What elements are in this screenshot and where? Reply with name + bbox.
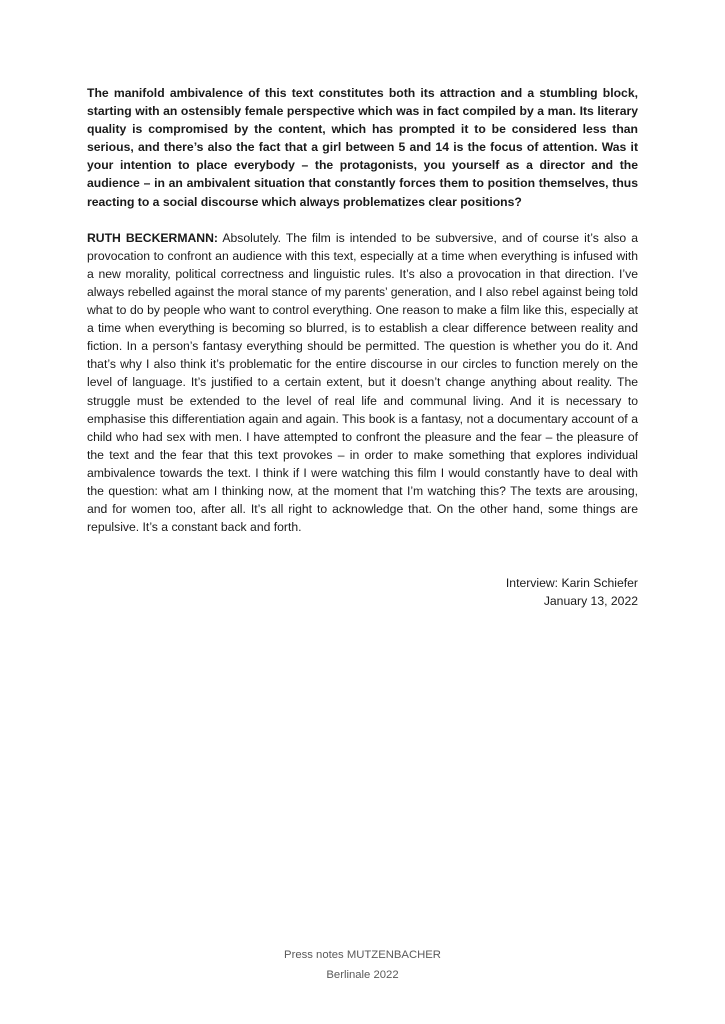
- interview-question-paragraph: The manifold ambivalence of this text constitutes both its attraction and a stumbling block, starting with an ostensibly female perspective which was in fact compiled by a man. Its literary quality is compromised by the content, which has prompted it to be considered less than serious, and there’s also the fact that a girl between 5 and 14 is the focus of attention. Was it your intention to place everybody – the protagonists, you yourself as a director and the audience – in an ambivalent situation that constantly forces them to position themselves, thus reacting to a social discourse which always problematizes clear positions?: [87, 86, 638, 209]
- speaker-name: RUTH BECKERMANN:: [87, 230, 218, 245]
- footer-berlinale: Berlinale 2022: [326, 968, 399, 981]
- answer-text: Absolutely. The film is intended to be subversive, and of course it’s also a provocation to confront an audience with this text, especially at a time when everything is infused with a new morality, political correctness and linguistic rules. It’s also a provocation in that direction. I’ve always rebelled against the moral stance of my parents’ generation, and I also rebel against being told what to do by people who want to control everything. One reason to make a film like this, especially at a time when everything is becoming so blurred, is to establish a clear difference between reality and fiction. In a person’s fantasy everything should be permitted. The question is whether you do it. And that’s why I also think it’s problematic for the entire discourse in our circles to function merely on the level of language. It’s justified to a certain extent, but it doesn’t change anything about reality. The struggle must be extended to the level of real life and communal living. And it is necessary to emphasise this differentiation again and again. This book is a fantasy, not a documentary account of a child who had sex with men. I have attempted to confront the pleasure and the fear – the pleasure of the text and the fear that this text provokes – in order to make something that explores individual ambivalence towards the text. I think if I were watching this film I would constantly have to deal with the question: what am I thinking now, at the moment that I’m watching this? The texts are arousing, and for women too, after all. It’s all right to acknowledge that. On the other hand, some things are repulsive. It’s a constant back and forth.: [87, 230, 638, 535]
- interview-content: [87, 84, 638, 610]
- footer-press-notes: Press notes MUTZENBACHER: [284, 949, 441, 961]
- interview-answer-paragraph: [87, 229, 638, 537]
- credit-interviewer: Interview: Karin Schiefer: [505, 576, 638, 591]
- credit-date: January 13, 2022: [543, 594, 638, 609]
- interview-credit-block: [87, 574, 638, 610]
- page-footer: [0, 946, 725, 985]
